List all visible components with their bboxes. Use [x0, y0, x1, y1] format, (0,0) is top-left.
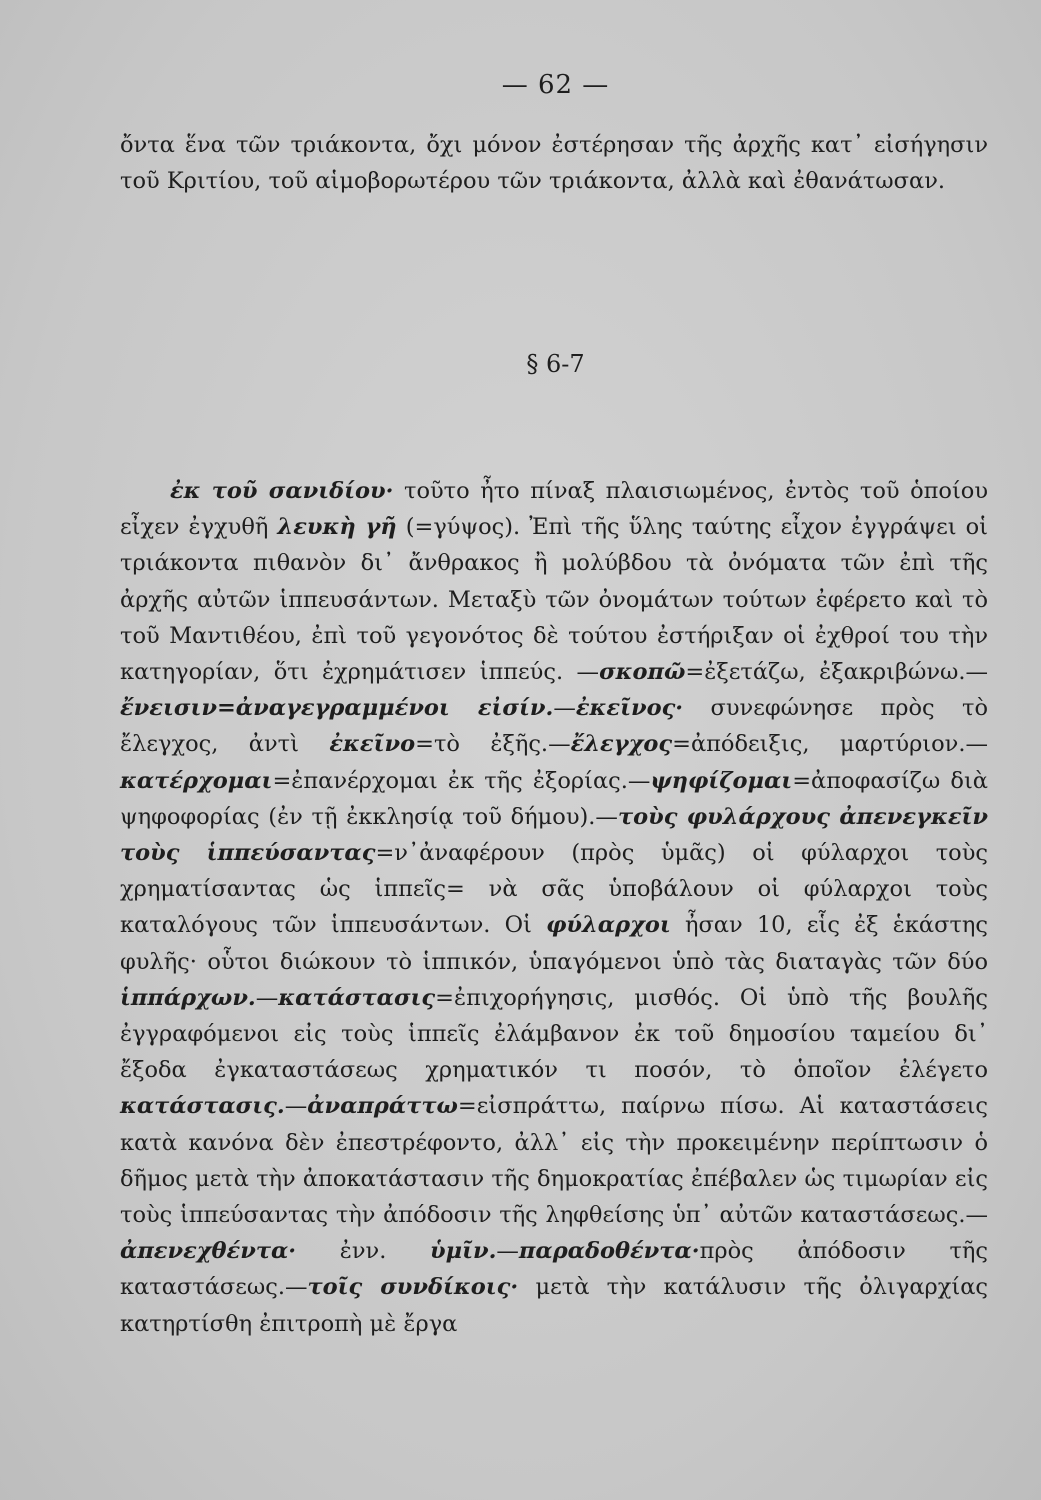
- lemma-term: ἀπενεχθέντα·: [120, 1238, 297, 1265]
- lemma-term: ψηφίζομαι: [650, 767, 793, 794]
- lemma-term: φύλαρχοι: [546, 912, 671, 939]
- lemma-term: κατέρχομαι: [120, 767, 273, 794]
- commentary-segment: —: [496, 1238, 519, 1265]
- lemma-term: κατάστασις: [278, 984, 436, 1011]
- lemma-term: ἐκεῖνο: [329, 731, 416, 758]
- commentary-segment: —: [255, 984, 279, 1011]
- commentary-segment: =ἐξετάζω, ἐξακριβώνω.—: [685, 659, 988, 686]
- commentary-text: [120, 473, 988, 1342]
- lemma-term: κατάστασις.: [120, 1093, 285, 1120]
- commentary-segment: =ἀποφασίζω διὰ ψηφοφορίας (ἐν τῇ ἐκκλησίᾳ τοῦ δήμου).—: [120, 767, 988, 830]
- lemma-term: ὑμῖν.: [429, 1238, 497, 1265]
- commentary-segment: ἦσαν 10, εἷς ἐξ ἑκάστης φυλῆς· οὗτοι διώκουν τὸ ἱππικόν, ὑπαγόμενοι ὑπὸ τὰς διαταγὰς τῶν δύο: [120, 912, 988, 975]
- commentary-segment: =ἐπιχορήγησις, μισθός. Οἱ ὑπὸ τῆς βουλῆς ἐγγραφόμενοι εἰς τοὺς ἱππεῖς ἐλάμβανον ἐκ τοῦ δημοσίου ταμείου δι᾽ ἔξοδα ἐγκαταστάσεως χρηματικόν τι ποσόν, τὸ ὁποῖον ἐλέγετο: [120, 984, 988, 1084]
- commentary-segment: (=γύψος). Ἐπὶ τῆς ὕλης ταύτης εἶχον ἐγγράψει οἱ τριάκοντα πιθανὸν δι᾽ ἄνθρακος ἢ μολύβδου τὰ ὀνόματα τῶν ἐπὶ τῆς ἀρχῆς αὐτῶν ἱππευσάντων. Μεταξὺ τῶν ὀνομάτων τούτων ἐφέρετο καὶ τὸ τοῦ Μαντιθέου, ἐπὶ τοῦ γεγονότος δὲ τούτου ἐστήριξαν οἱ ἐχθροί του τὴν κατηγορίαν, ὅτι ἐχρημάτισεν ἱππεύς. —: [120, 514, 988, 686]
- lemma-term: ἔνεισιν=ἀναγεγραμμένοι εἰσίν.: [120, 695, 554, 722]
- commentary-segment: —: [284, 1093, 308, 1120]
- lemma-term: τοὺς φυλάρχους ἀπενεγκεῖν τοὺς ἱππεύσαντας: [120, 803, 988, 867]
- commentary-segment: —: [553, 695, 576, 722]
- lemma-term: σκοπῶ: [599, 659, 686, 686]
- lemma-term: ἔλεγχος: [570, 731, 673, 758]
- page-number: — 62 —: [501, 70, 610, 100]
- commentary-segment: =ἐπανέρχομαι ἐκ τῆς ἐξορίας.—: [272, 767, 651, 794]
- lemma-term: ἱππάρχων.: [120, 984, 256, 1011]
- commentary-segment: =ν᾽ἀναφέρουν (πρὸς ὑμᾶς) οἱ φύλαρχοι τοὺς χρηματίσαντας ὡς ἱππεῖς= νὰ σᾶς ὑποβάλουν οἱ φύλαρχοι τοὺς καταλόγους τῶν ἱππευσάντων. Οἱ: [120, 840, 988, 939]
- commentary-segment: μετὰ τὴν κατάλυσιν τῆς ὀλιγαρχίας κατηρτίσθη ἐπιτροπὴ μὲ ἔργα: [120, 1274, 988, 1337]
- commentary-paragraph: [120, 473, 988, 1342]
- commentary-segment: συνεφώνησε πρὸς τὸ ἔλεγχος, ἀντὶ: [120, 695, 988, 758]
- section-heading: § 6-7: [526, 350, 585, 378]
- commentary-segment: πρὸς ἀπόδοσιν τῆς καταστάσεως.—: [120, 1238, 988, 1301]
- commentary-segment: =ἀπόδειξις, μαρτύριον.—: [672, 731, 988, 758]
- text-paragraph-top: [120, 127, 988, 199]
- commentary-segment: =τὸ ἐξῆς.—: [415, 731, 571, 758]
- lemma-term: ἀναπράττω: [307, 1093, 458, 1120]
- commentary-segment: =εἰσπράττω, παίρνω πίσω. Αἱ καταστάσεις κατὰ κανόνα δὲν ἐπεστρέφοντο, ἀλλ᾽ εἰς τὴν προκειμένην περίπτωσιν ὁ δῆμος μετὰ τὴν ἀποκατάστασιν τῆς δημοκρατίας ἐπέβαλεν ὡς τιμωρίαν εἰς τοὺς ἱππεύσαντας τὴν ἀπόδοσιν τῆς ληφθείσης ὑπ᾽ αὐτῶν καταστάσεως.—: [120, 1093, 988, 1229]
- paragraph-text: ὄντα ἕνα τῶν τριάκοντα, ὄχι μόνον ἐστέρησαν τῆς ἀρχῆς κατ᾽ εἰσήγησιν τοῦ Κριτίου, τοῦ αἱμοβορωτέρου τῶν τριάκοντα, ἀλλὰ καὶ ἐθανάτωσαν.: [120, 132, 988, 195]
- commentary-segment: τοῦτο ἦτο πίναξ πλαισιωμένος, ἐντὸς τοῦ ὁποίου εἶχεν ἐγχυθῆ: [120, 478, 989, 541]
- lemma-term: τοῖς συνδίκοις·: [307, 1274, 519, 1301]
- lemma-term: ἐκεῖνος·: [575, 695, 684, 722]
- lemma-term: παραδοθέντα·: [518, 1238, 700, 1265]
- lemma-term: ἐκ τοῦ σανιδίου·: [170, 478, 394, 504]
- commentary-segment: ἐνν.: [296, 1238, 430, 1265]
- lemma-term: λευκὴ γῆ: [277, 514, 397, 541]
